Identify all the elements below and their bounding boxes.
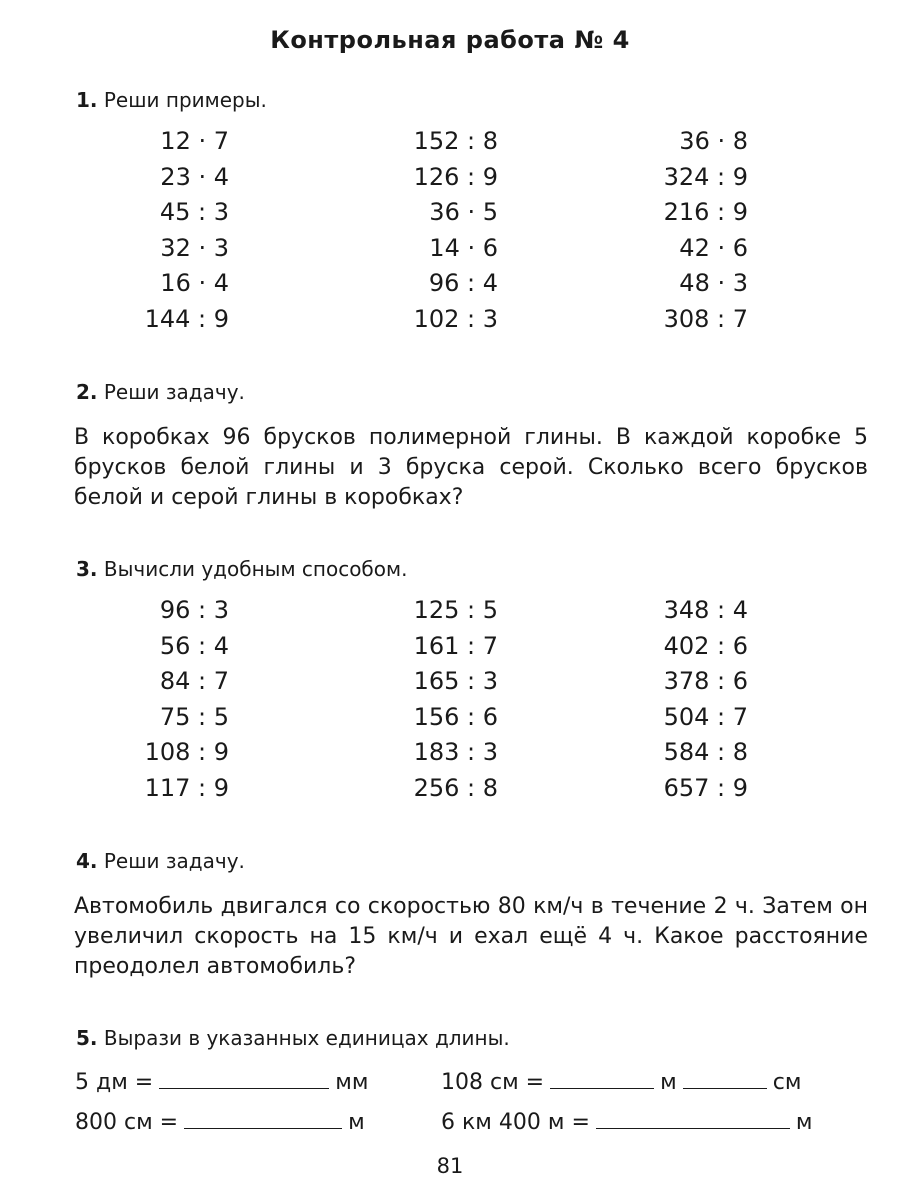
conversion-expression: 800 см =	[75, 1110, 179, 1135]
task-4-text: Реши задачу.	[103, 849, 245, 873]
answer-blank[interactable]	[184, 1108, 342, 1129]
task-4-number: 4.	[76, 849, 98, 873]
example: 183 : 3	[413, 738, 498, 767]
example: 378 : 6	[663, 667, 748, 696]
task-1-column-2	[414, 124, 498, 338]
example: 504 : 7	[663, 702, 748, 731]
example: 42 · 6	[679, 233, 748, 262]
example: 152 : 8	[413, 127, 498, 155]
example: 308 : 7	[663, 304, 748, 333]
page-title: Контрольная работа № 4	[270, 26, 630, 54]
example: 12 · 7	[160, 127, 229, 155]
example: 56 : 4	[159, 631, 229, 660]
task-1-examples	[0, 124, 900, 338]
conversion-3	[75, 1108, 365, 1135]
conversion-unit: см	[772, 1070, 802, 1095]
task-3-heading	[76, 557, 407, 581]
conversion-expression: 6 км 400 м =	[441, 1110, 590, 1135]
example: 117 : 9	[144, 773, 229, 802]
example: 216 : 9	[663, 198, 748, 227]
example: 144 : 9	[144, 304, 229, 333]
example: 108 : 9	[144, 738, 229, 767]
task-5-text: Вырази в указанных единицах длины.	[103, 1026, 510, 1050]
task-2-number: 2.	[76, 380, 98, 404]
example: 126 : 9	[413, 162, 498, 191]
conversion-2	[441, 1068, 801, 1095]
conversion-unit: м	[660, 1070, 677, 1095]
example: 256 : 8	[413, 773, 498, 802]
example: 23 · 4	[160, 162, 229, 191]
example: 75 : 5	[159, 702, 229, 731]
task-3-column-3	[664, 593, 748, 807]
example: 125 : 5	[413, 596, 498, 624]
example: 402 : 6	[663, 631, 748, 660]
task-5-heading	[76, 1026, 510, 1050]
task-3-text: Вычисли удобным способом.	[103, 557, 408, 581]
task-3-examples	[0, 593, 900, 807]
example: 36 · 8	[679, 127, 748, 155]
conversion-unit: м	[795, 1110, 813, 1135]
conversion-unit: мм	[335, 1070, 369, 1095]
example: 16 · 4	[160, 269, 229, 298]
answer-blank[interactable]	[596, 1108, 790, 1129]
example: 102 : 3	[413, 304, 498, 333]
task-1-heading	[76, 88, 267, 112]
task-1-column-3	[664, 124, 748, 338]
conversion-expression: 108 см =	[441, 1070, 545, 1095]
example: 32 · 3	[160, 233, 229, 262]
answer-blank[interactable]	[683, 1068, 767, 1089]
example: 657 : 9	[663, 773, 748, 802]
page-number: 81	[436, 1154, 464, 1178]
example: 96 : 4	[428, 269, 498, 298]
task-2-problem: В коробках 96 брусков полимерной глины. В каждой коробке 5 брусков белой глины и 3 бруска серой. Сколько всего брусков белой и серой глины в коробках?	[74, 425, 868, 510]
example: 36 · 5	[429, 198, 498, 227]
task-1-number: 1.	[76, 88, 98, 112]
task-1-text: Реши примеры.	[103, 88, 267, 112]
example: 584 : 8	[663, 738, 748, 767]
example: 348 : 4	[663, 596, 748, 624]
task-2-heading	[76, 380, 245, 404]
task-5-number: 5.	[76, 1026, 98, 1050]
conversion-expression: 5 дм =	[75, 1070, 154, 1095]
answer-blank[interactable]	[159, 1068, 329, 1089]
answer-blank[interactable]	[550, 1068, 654, 1089]
example: 48 · 3	[679, 269, 748, 298]
example: 156 : 6	[413, 702, 498, 731]
task-4-heading	[76, 849, 245, 873]
conversion-unit: м	[348, 1110, 365, 1135]
conversion-1	[75, 1068, 368, 1095]
conversion-4	[441, 1108, 813, 1135]
task-3-column-1	[145, 593, 229, 807]
example: 45 : 3	[159, 198, 229, 227]
task-3-column-2	[414, 593, 498, 807]
task-1-column-1	[145, 124, 229, 338]
example: 14 · 6	[429, 233, 498, 262]
task-3-number: 3.	[76, 557, 98, 581]
task-2-text: Реши задачу.	[103, 380, 245, 404]
example: 84 : 7	[159, 667, 229, 696]
example: 96 : 3	[159, 596, 229, 624]
example: 165 : 3	[413, 667, 498, 696]
task-4-problem: Автомобиль двигался со скоростью 80 км/ч в течение 2 ч. Затем он увеличил скорость на 15 км/ч и ехал ещё 4 ч. Какое расстояние преодолел автомобиль?	[74, 894, 868, 979]
example: 161 : 7	[413, 631, 498, 660]
example: 324 : 9	[663, 162, 748, 191]
